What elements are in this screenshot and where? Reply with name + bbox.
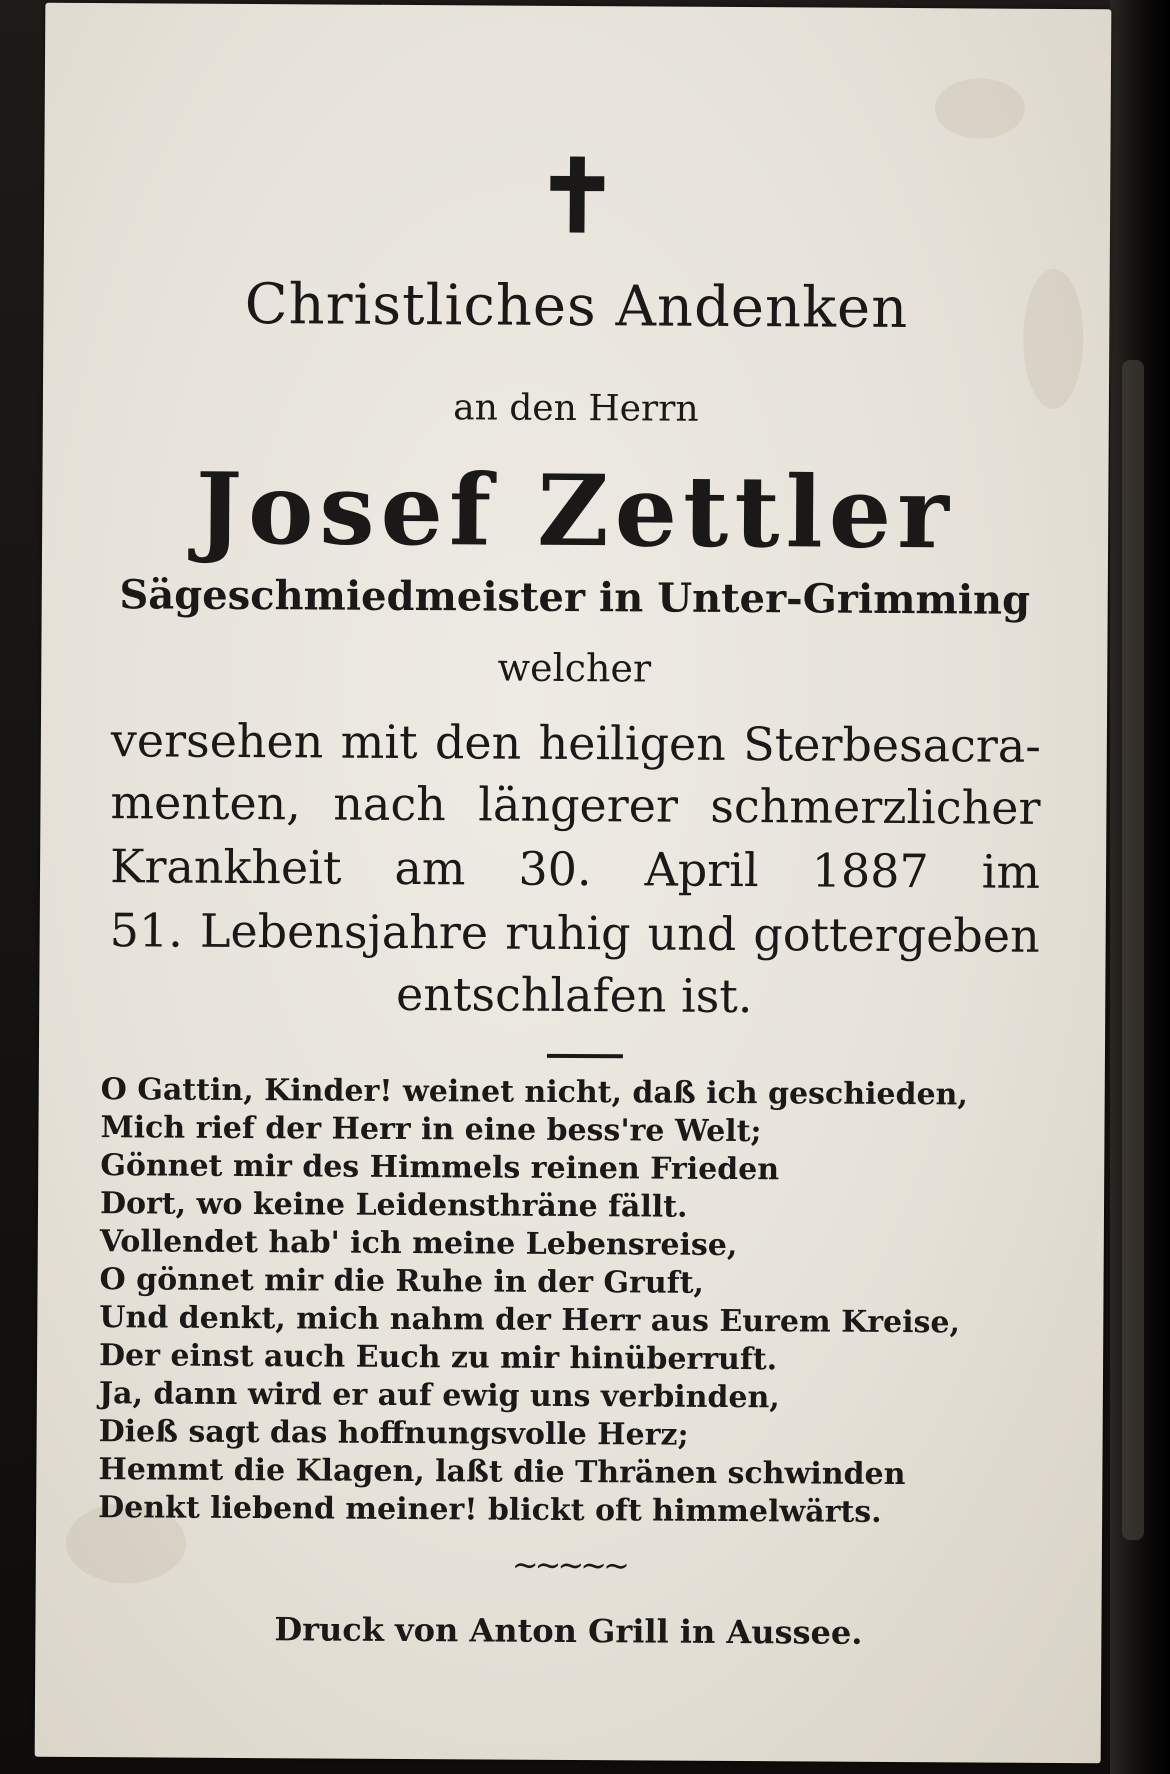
printer-imprint: Druck von Anton Grill in Aussee. [274,1610,863,1652]
divider-rule [547,1054,623,1058]
poem-line: Vollendet hab' ich meine Lebensreise, [99,1224,738,1264]
poem-line: O gönnet mir die Ruhe in der Gruft, [99,1262,705,1301]
poem-line: O Gattin, Kinder! weinet nicht, daß ich geschieden, [100,1072,968,1113]
card-subtitle: an den Herrn [453,387,699,430]
memorial-card [35,3,1112,1763]
poem-line: Gönnet mir des Himmels reinen Frieden [100,1148,780,1188]
body-line: entschlafen ist. [395,966,753,1024]
body-line: menten, nach längerer schmerzlicher [110,775,1041,835]
poem-line: Dort, wo keine Leidensthräne fällt. [99,1186,688,1225]
ornament-divider: ~~~~~ [511,1545,626,1585]
poem-line: Hemmt die Klagen, laßt die Thränen schwinden [98,1452,906,1493]
poem-line: Ja, dann wird er auf ewig uns verbinden, [98,1376,780,1416]
card-title: Christliches Andenken [244,271,909,342]
body-line: versehen mit den heiligen Sterbesacra- [110,713,1042,773]
body-line: Krankheit am 30. April 1887 im [109,839,1041,899]
deceased-name: Josef Zettler [195,451,956,572]
torn-edge [1122,360,1144,1540]
occupation-line: Sägeschmiedmeister in Unter-Grimming [119,571,1031,624]
poem-line: Dieß sagt das hoffnungsvolle Herz; [98,1414,689,1453]
cross-icon: ✝ [534,136,620,256]
body-line: 51. Lebensjahre ruhig und gottergeben [109,903,1040,963]
welcher-line: welcher [497,645,652,691]
poem-line: Und denkt, mich nahm der Herr aus Eurem Kreise, [99,1300,961,1341]
poem-line: Mich rief der Herr in eine bess're Welt; [100,1110,762,1150]
poem-line: Denkt liebend meiner! blickt oft himmelwärts. [98,1490,882,1530]
poem-line: Der einst auch Euch zu mir hinüberruft. [98,1338,778,1378]
paper-stain [935,78,1025,139]
